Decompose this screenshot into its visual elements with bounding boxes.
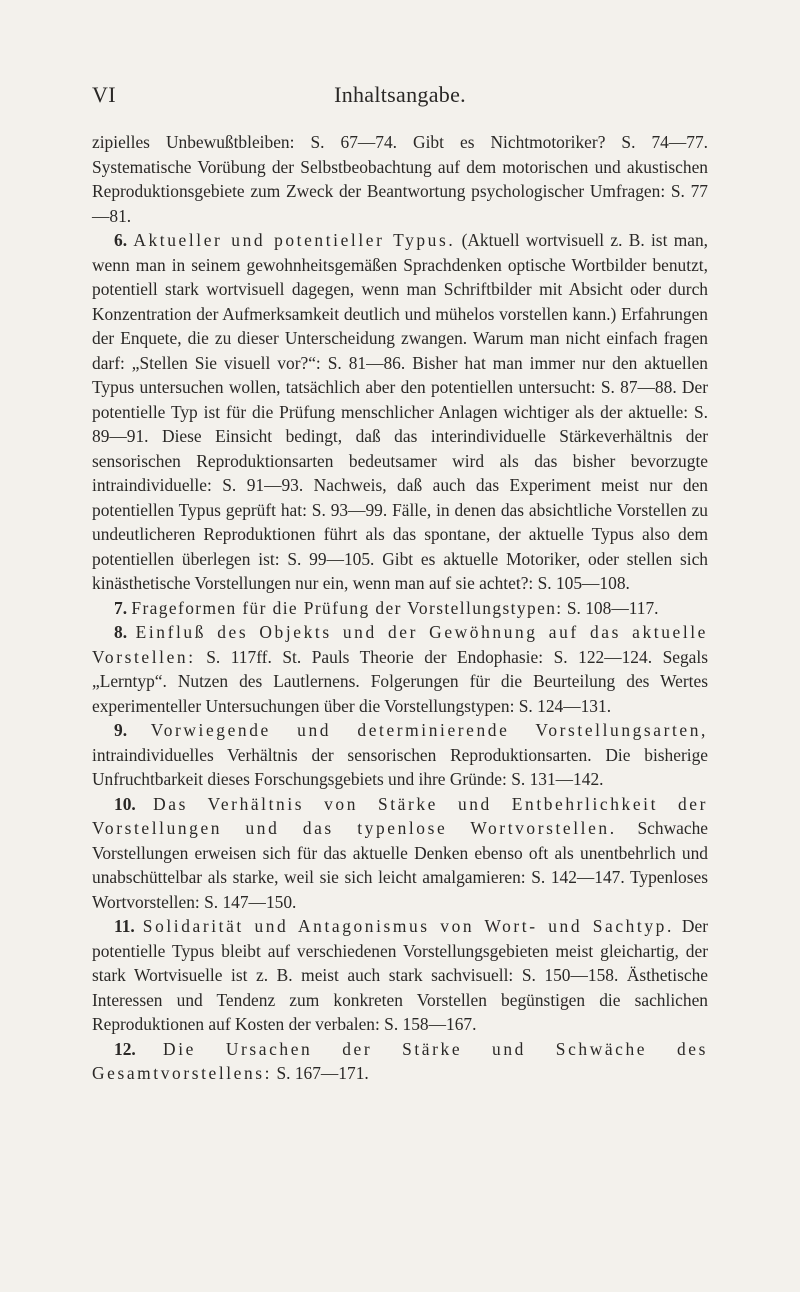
section-heading: Aktueller und potentieller Typus. <box>133 230 456 250</box>
section-heading: Frageformen für die Prüfung der Vorstellungstypen: <box>131 597 563 618</box>
paragraph-text: intraindividuelles Verhältnis der sensorischen Reproduktionsarten. Die bisherige Unfruchtbarkeit dieses Forschungsgebiets und ihre Gründe: S. 131—142. <box>92 744 708 789</box>
toc-paragraph-9 <box>92 718 708 792</box>
table-of-contents-text <box>92 130 708 1086</box>
toc-paragraph-6 <box>92 228 708 596</box>
section-number: 10. <box>114 793 136 814</box>
section-number: 11. <box>114 916 135 936</box>
paragraph-text: S. 117ff. St. Pauls Theorie der Endophasie: S. 122—124. Segals „Lerntyp“. Nutzen des Lautlernens. Folgerungen für die Beurteilung des Wertes experimenteller Untersuchungen über die Vorstellungstypen: S. 124—131. <box>92 646 708 716</box>
paragraph-text: zipielles Unbewußtbleiben: S. 67—74. Gibt es Nichtmotoriker? S. 74—77. Systematische Vorübung der Selbstbeobachtung auf dem motorischen und akustischen Reproduktionsgebiete zum Zweck der Beantwortung psychologischer Umfragen: S. 77—81. <box>92 132 708 226</box>
section-heading: Einfluß des Objekts und der Gewöhnung auf das aktuelle Vorstellen: <box>92 622 708 667</box>
toc-paragraph-7 <box>92 596 708 621</box>
header-title: Inhaltsangabe. <box>334 82 466 107</box>
section-number: 6. <box>114 230 128 250</box>
section-heading: Solidarität und Antagonismus von Wort- und Sachtyp. <box>142 916 674 936</box>
toc-paragraph-12 <box>92 1037 708 1086</box>
toc-paragraph-10 <box>92 792 708 915</box>
toc-paragraph-continuation <box>92 130 708 228</box>
paragraph-text: Schwache Vorstellungen erweisen sich für das aktuelle Denken ebenso oft als unentbehrlich und unabschüttelbar als starke, weil sie sich leicht amalgamieren: S. 142—147. Typenloses Wortvorstellen: S. 147—150. <box>92 818 708 912</box>
toc-paragraph-11 <box>92 914 708 1037</box>
section-heading: Die Ursachen der Stärke und Schwäche des Gesamtvorstellens: <box>92 1038 708 1083</box>
section-number: 12. <box>114 1038 136 1059</box>
page-number: VI <box>92 82 116 107</box>
section-number: 7. <box>114 597 128 618</box>
section-heading: Vorwiegende und determinierende Vorstellungsarten, <box>150 720 708 740</box>
paragraph-text: S. 167—171. <box>272 1063 369 1083</box>
running-head <box>92 82 708 112</box>
paragraph-text: S. 108—117. <box>562 597 659 618</box>
section-number: 8. <box>114 622 128 642</box>
paragraph-text: Der potentielle Typus bleibt auf verschiedenen Vorstellungsgebieten meist gleichartig, der stark Wortvisuelle ist z. B. meist auch stark sachvisuell: S. 150—158. Ästhetische Interessen und Tendenz zum konkreten Vorstellen begünstigen die sachlichen Reproduktionen auf Kosten der verbalen: S. 158—167. <box>92 916 708 1034</box>
paragraph-text: (Aktuell wortvisuell z. B. ist man, wenn man in seinem gewohnheitsgemäßen Sprachdenken optische Wortbilder benutzt, potentiell stark wortvisuell dagegen, wenn man Schriftbilder mit Absicht oder durch Konzentration der Aufmerksamkeit deutlich und mühelos vorstellen kann.) Erfahrungen der Enquete, die zu dieser Unterscheidung zwangen. Warum man nicht einfach fragen darf: „Stellen Sie visuell vor?“: S. 81—86. Bisher hat man immer nur den aktuellen Typus untersuchen wollen, tatsächlich aber den potentiellen untersucht: S. 87—88. Der potentielle Typ ist für die Prüfung menschlicher Anlagen wichtiger als der aktuelle: S. 89—91. Diese Einsicht bedingt, daß das interindividuelle Stärkeverhältnis der sensorischen Reproduktionsarten bedeutsamer wird als das bisher bevorzugte intraindividuelle: S. 91—93. Nachweis, daß auch das Experiment meist nur den potentiellen Typus geprüft hat: S. 93—99. Fälle, in denen das absichtliche Vorstellen zu undeutlicheren Reproduktionen führt als das spontane, der aktuelle Typus also dem potentiellen überlegen ist: S. 99—105. Gibt es aktuelle Motoriker, oder stellen sich kinästhetische Vorstellungen nur ein, wenn man auf sie achtet?: S. 105—108. <box>92 230 708 593</box>
section-heading: Das Verhältnis von Stärke und Entbehrlichkeit der Vorstellungen und das typenlose Wortvorstellen. <box>92 793 708 838</box>
section-number: 9. <box>114 720 128 740</box>
toc-paragraph-8 <box>92 620 708 718</box>
